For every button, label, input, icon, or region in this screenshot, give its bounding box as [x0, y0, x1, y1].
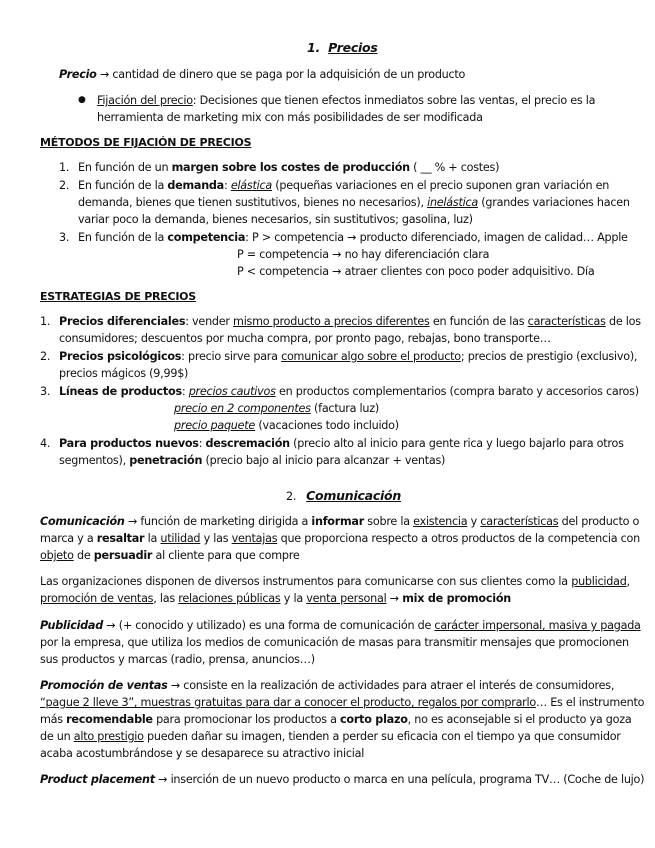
section-2-number: 2.: [286, 490, 297, 503]
estrategia-2-a: : precio sirve para: [181, 350, 282, 363]
metodo-3-line-2: [237, 247, 489, 262]
metodo-2-l2-post: (grandes variaciones hacen: [477, 196, 630, 209]
precio-term: Precio: [59, 68, 97, 81]
section-2-title-text: Comunicación: [306, 488, 402, 503]
fijacion-term: Fijación del precio: [97, 94, 193, 107]
arrow-icon: →: [170, 679, 180, 692]
precio-definition: [59, 67, 465, 82]
estrategia-1-u2: características: [527, 315, 606, 328]
metodo-2-colon: :: [223, 179, 231, 192]
metodo-3-l1-end: producto diferenciado, imagen de calidad… Apple: [356, 231, 628, 244]
p5-a: inserción de un nuevo producto o marca en una película, programa TV… (Coche de lujo): [167, 773, 645, 786]
metodo-2-l1-post: (pequeñas variaciones en el precio suponen gran variación en: [272, 179, 610, 192]
utilidad-term: utilidad: [160, 532, 201, 545]
p4-l4-b: pueden dañar su imagen, tienden a perder su eficacia con el tiempo ya que consumidor: [143, 730, 621, 743]
arrow-icon: →: [347, 231, 357, 244]
estrategia-3-line-2: [174, 401, 379, 416]
estrategia-2-line-1: [59, 349, 637, 364]
estrategia-3-number: 3.: [40, 385, 51, 398]
metodo-1-number: 1.: [59, 161, 70, 174]
comunicacion-line-2: [40, 531, 640, 546]
metodo-2-number: 2.: [59, 179, 70, 192]
metodo-3-line-3: [237, 264, 594, 279]
publicidad-line-3: sus productos y marcas (radio, prensa, anuncios…): [40, 653, 315, 666]
descremacion-term: descremación: [205, 437, 290, 450]
arrow-icon: →: [332, 248, 342, 261]
estrategia-3-a: en productos complementarios (compra barato y accesorios caros): [275, 385, 639, 398]
fijacion-line-2: herramienta de marketing mix con más posibilidades de ser modificada: [97, 111, 483, 124]
precio-def-text: cantidad de dinero que se paga por la adquisición de un producto: [112, 68, 466, 81]
p4-u1: “pague 2 lleve 3”, muestras gratuitas para dar a conocer el producto, regalos por comprarlo: [40, 696, 536, 709]
section-1-title: [307, 40, 378, 55]
p1-l3-b: al cliente para que compre: [152, 549, 300, 562]
comunicacion-line-3: [40, 548, 300, 563]
informar-term: informar: [311, 515, 364, 528]
arrow-icon: →: [158, 773, 168, 786]
estrategia-4-number: 4.: [40, 437, 51, 450]
existencia-term: existencia: [413, 515, 468, 528]
metodo-3-bold: competencia: [167, 231, 246, 244]
p1-a: función de marketing dirigida a: [137, 515, 312, 528]
estrategia-3-colon: :: [181, 385, 189, 398]
fijacion-line-1: [97, 93, 595, 108]
p4-l3-a: más: [40, 713, 67, 726]
publicidad-link: publicidad: [571, 575, 627, 588]
metodo-1: [78, 160, 499, 175]
estrategia-1-u1: mismo producto a precios diferentes: [233, 315, 430, 328]
metodo-1-post: ( __ % + costes): [409, 161, 500, 174]
resaltar-term: resaltar: [96, 532, 145, 545]
p1-l2-c: y las: [200, 532, 232, 545]
p1-l3-a: de: [73, 549, 94, 562]
publicidad-term: Publicidad: [40, 619, 103, 632]
product-placement-term: Product placement: [40, 773, 155, 786]
metodo-3-l1-post: : P > competencia: [245, 231, 344, 244]
objeto-term: objeto: [40, 549, 74, 562]
corto-plazo-term: corto plazo: [340, 713, 408, 726]
inelastica-term: inelástica: [427, 196, 478, 209]
estrategia-2-b: ; precios de prestigio (exclusivo),: [460, 350, 638, 363]
promocion-line-1: [40, 678, 614, 693]
metodo-2-bold: demanda: [167, 179, 224, 192]
estrategia-1-b: en función de las: [429, 315, 528, 328]
promocion-term: Promoción de ventas: [40, 679, 168, 692]
metodo-3-l3-end: atraer clientes con poco poder adquisitivo. Día: [341, 265, 595, 278]
relaciones-link: relaciones públicas: [178, 592, 281, 605]
estrategia-1-line-2: consumidores; descuentos por mucha compra, por pronto pago, rebajas, bono transporte…: [59, 332, 551, 345]
estrategia-4-l2-a: segmentos),: [59, 454, 130, 467]
p4-l3-c: , no es aconsejable si el producto ya goza: [407, 713, 632, 726]
comunicacion-line-1: [40, 514, 639, 529]
estrategias-heading: ESTRATEGIAS DE PRECIOS: [40, 290, 196, 303]
promocion-link: promoción de ventas: [40, 592, 154, 605]
metodo-1-bold: margen sobre los costes de producción: [171, 161, 410, 174]
p3-a: (+ conocido y utilizado) es una forma de comunicación de: [115, 619, 435, 632]
arrow-icon: →: [127, 515, 138, 528]
metodo-2-pre: En función de la: [78, 179, 168, 192]
estrategia-1-bold: Precios diferenciales: [59, 315, 186, 328]
estrategia-1-a: : vender: [185, 315, 234, 328]
estrategia-3-line-1: [59, 384, 639, 399]
recomendable-term: recomendable: [66, 713, 153, 726]
section-1-number: 1.: [307, 40, 320, 55]
arrow-icon: →: [106, 619, 116, 632]
p1-c: y: [467, 515, 481, 528]
estrategia-4-a: (precio alto al inicio para gente rica y luego bajarlo para otros: [289, 437, 624, 450]
section-1-title-text: Precios: [328, 40, 378, 55]
metodo-3-l3-pre: P < competencia: [237, 265, 329, 278]
estrategia-3-bold: Líneas de productos: [59, 385, 182, 398]
organizaciones-line-2: [40, 591, 511, 606]
estrategia-4-line-1: [59, 436, 624, 451]
metodo-2-line-1: [78, 178, 609, 193]
metodo-2-line-2: [78, 195, 630, 210]
p2-b: ,: [626, 575, 630, 588]
product-placement-line: [40, 772, 644, 787]
estrategia-2-u1: comunicar algo sobre el producto: [281, 350, 461, 363]
p1-b: sobre la: [363, 515, 414, 528]
metodo-3-l2-end: no hay diferenciación clara: [341, 248, 490, 261]
estrategia-3-c: (vacaciones todo incluido): [255, 419, 399, 432]
estrategia-1-c: de los: [605, 315, 641, 328]
precio-paquete-term: precio paquete: [174, 419, 256, 432]
p2-c: , las: [153, 592, 179, 605]
estrategia-2-bold: Precios psicológicos: [59, 350, 182, 363]
metodo-2-line-3: variar poco la demanda, bienes necesarios, sin sustitutivos; gasolina, luz): [78, 213, 473, 226]
estrategia-4-colon: :: [198, 437, 206, 450]
metodo-1-pre: En función de un: [78, 161, 172, 174]
estrategia-2-line-2: precios mágicos (9,99$): [59, 367, 189, 380]
estrategia-1-line-1: [59, 314, 641, 329]
promocion-line-3: [40, 712, 631, 727]
bullet-icon: ●: [78, 95, 86, 105]
p1-l2-d: que proporciona respecto a otros productos de la competencia con: [277, 532, 640, 545]
arrow-icon: →: [389, 592, 399, 605]
estrategia-4-line-2: [59, 453, 445, 468]
metodo-3-line-1: [78, 230, 628, 245]
precio-2-componentes-term: precio en 2 componentes: [174, 402, 311, 415]
comunicacion-term: Comunicación: [40, 515, 125, 528]
publicidad-line-2: por la empresa, que utiliza los medios de comunicación de masas para transmitir mensajes que promocionen: [40, 636, 629, 649]
persuadir-term: persuadir: [93, 549, 153, 562]
organizaciones-line-1: [40, 574, 630, 589]
section-2-title: [286, 488, 401, 504]
mix-term: mix de promoción: [402, 592, 511, 605]
estrategia-3-line-3: [174, 418, 399, 433]
arrow-icon: →: [99, 68, 110, 81]
p4-l3-b: para promocionar los productos a: [152, 713, 341, 726]
metodo-2-l2-pre: demanda, bienes que tienen sustitutivos, bienes no necesarios),: [78, 196, 428, 209]
p3-u1: carácter impersonal, masiva y pagada: [434, 619, 641, 632]
metodos-heading: MÉTODOS DE FIJACIÓN DE PRECIOS: [40, 136, 252, 149]
fijacion-text-1: : Decisiones que tienen efectos inmediatos sobre las ventas, el precio es la: [192, 94, 596, 107]
estrategia-3-b: (factura luz): [310, 402, 379, 415]
estrategia-4-l2-b: (precio bajo al inicio para alcanzar + ventas): [202, 454, 446, 467]
ventajas-term: ventajas: [231, 532, 278, 545]
p4-b: … Es el instrumento: [535, 696, 645, 709]
caracteristicas-term: características: [480, 515, 559, 528]
promocion-line-4: [40, 729, 621, 744]
estrategia-4-bold1: Para productos nuevos: [59, 437, 199, 450]
p1-l2-b: la: [144, 532, 161, 545]
p2-d: y la: [280, 592, 307, 605]
metodo-3-l2-pre: P = competencia: [237, 248, 329, 261]
alto-prestigio-term: alto prestigio: [73, 730, 144, 743]
penetracion-term: penetración: [129, 454, 203, 467]
venta-link: venta personal: [306, 592, 387, 605]
p1-l2-a: marca y a: [40, 532, 97, 545]
elastica-term: elástica: [230, 179, 272, 192]
arrow-icon: →: [332, 265, 342, 278]
promocion-line-2: [40, 695, 644, 710]
estrategia-1-number: 1.: [40, 315, 51, 328]
p4-l4-a: de un: [40, 730, 74, 743]
promocion-line-5: acaba acostumbrándose y se desaparece su atractivo inicial: [40, 747, 365, 760]
p2-a: Las organizaciones disponen de diversos instrumentos para comunicarse con sus clientes como la: [40, 575, 572, 588]
precios-cautivos-term: precios cautivos: [188, 385, 276, 398]
publicidad-line-1: [40, 618, 641, 633]
estrategia-2-number: 2.: [40, 350, 51, 363]
p1-d: del producto o: [558, 515, 640, 528]
metodo-3-pre: En función de la: [78, 231, 168, 244]
metodo-3-number: 3.: [59, 231, 70, 244]
p4-a: consiste en la realización de actividades para atraer el interés de consumidores,: [180, 679, 615, 692]
